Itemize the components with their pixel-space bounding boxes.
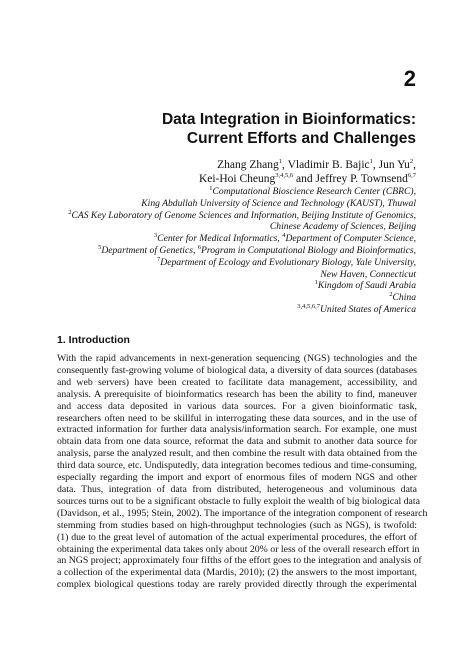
author-name: Vladimir B. Bajic (287, 159, 370, 171)
affiliation-marker: 2 (389, 290, 393, 298)
section-body (57, 353, 428, 591)
affiliation-marker: 1 (314, 279, 318, 287)
affiliation-marker: 1 (209, 184, 213, 192)
body-line: and access data deposited in various data sources. For a given bioinformatic task, (57, 400, 417, 412)
body-line: analysis, parse the analyzed result, and then combine the result with data obtained from the (57, 448, 417, 460)
affiliation-marker: 3,4,5,6,7 (297, 302, 320, 310)
body-line: data. Thus, integration of data from distributed, heterogeneous and voluminous data (57, 483, 417, 495)
affiliation-line (16, 304, 416, 316)
affiliation-line (16, 233, 416, 245)
author-affiliation-marker: 1 (278, 158, 283, 166)
affiliation-line (16, 257, 416, 269)
author-affiliation-marker: 2 (409, 158, 414, 166)
affiliation-line (16, 186, 416, 198)
author-line-2 (36, 172, 416, 186)
affiliation-line (16, 292, 416, 304)
affiliation-text: Center for Medical Informatics, (157, 233, 283, 245)
affiliation-text: Department of Computer Science, (285, 233, 416, 245)
affiliation-marker: 7 (157, 255, 161, 263)
affiliation-text: Chinese Academy of Sciences, Beijing (269, 221, 416, 233)
affiliation-marker: 2 (68, 208, 72, 216)
author-separator: , (413, 159, 416, 171)
author-name: Kei-Hoi Cheung (198, 173, 276, 185)
affiliation-text: Department of Genetics, (101, 244, 198, 256)
body-line: especially regarding the import and export of enormous files of modern NGS and other (57, 472, 417, 484)
chapter-title (56, 110, 416, 148)
author-separator: , (282, 159, 288, 171)
author-separator: , (372, 159, 379, 171)
body-line: extracted information for further data analysis/information search. For example, one must (57, 424, 417, 436)
affiliation-text: New Haven, Connecticut (320, 268, 416, 280)
body-line: obtaining the experimental data takes only about 20% or less of the overall research effort in (57, 543, 420, 555)
body-line: researchers often need to be skillful in interrogating these data sources, and in the use of (57, 412, 417, 424)
affiliation-marker: 3 (153, 232, 158, 239)
affiliation-line (16, 221, 416, 233)
body-line: stemming from studies based on high-throughput technologies (such as NGS), is twofold: (57, 519, 417, 531)
chapter-title-line-1: Data Integration in Bioinformatics: (161, 111, 416, 128)
affiliation-text: Program in Computational Biology and Bioinformatics, (201, 244, 416, 256)
affiliation-line (16, 280, 416, 292)
affiliation-text: United States of America (319, 303, 416, 315)
chapter-number: 2 (403, 66, 416, 91)
body-line: third data source, etc. Undisputedly, data integration becomes tedious and time-consuming, (57, 460, 417, 472)
section-heading: 1. Introduction (57, 334, 130, 346)
body-line: (1) due to the great level of automation of the actual experimental procedures, the effort of (57, 531, 417, 543)
affiliation-text: CAS Key Laboratory of Genome Sciences and Information, Beijing Institute of Genomics, (71, 209, 416, 221)
author-list (36, 158, 416, 186)
body-line: and web servers) have been created to facilitate data management, accessibility, and (57, 376, 417, 388)
affiliation-text: Department of Ecology and Evolutionary Biology, Yale University, (160, 256, 416, 268)
body-line: complex biological questions today are rarely provided directly through the experimental (57, 579, 417, 591)
affiliations (16, 186, 416, 316)
affiliation-marker: 5 (98, 243, 102, 251)
author-separator: and (293, 173, 316, 185)
body-line: a collection of the experimental data (Mardis, 2010); (2) the answers to the most important, (57, 567, 417, 579)
body-line: an NGS project; approximately four fifths of the effort goes to the integration and analysis of (57, 555, 422, 567)
author-affiliation-marker: 6,7 (407, 172, 416, 180)
body-line: sources turns out to be a significant obstacle to fully exploit the wealth of big biological data (57, 495, 420, 507)
body-line: (Davidson, et al., 1995; Stein, 2002). The importance of the integration component of research (57, 507, 428, 519)
affiliation-line (16, 198, 416, 210)
affiliation-text: China (392, 292, 416, 304)
author-name: Jun Yu (378, 159, 410, 171)
affiliation-line (16, 269, 416, 281)
body-line: obtain data from one data source, reformat the data and submit to another data source for (57, 436, 417, 448)
chapter-title-line-2: Current Efforts and Challenges (186, 130, 416, 147)
author-name: Zhang Zhang (217, 159, 279, 171)
affiliation-marker: 4 (282, 232, 286, 239)
affiliation-line (16, 245, 416, 257)
body-line: With the rapid advancements in next-generation sequencing (NGS) technologies and the (57, 353, 417, 364)
affiliation-text: Kingdom of Saudi Arabia (317, 280, 416, 292)
affiliation-text: Computational Bioscience Research Center (CBRC), (212, 186, 416, 197)
affiliation-line (16, 210, 416, 222)
affiliation-marker: 6 (197, 243, 202, 251)
author-name: Jeffrey P. Townsend (315, 173, 408, 185)
body-line: consequently fast-growing volume of biological data, a diversity of data sources (databases (57, 364, 417, 376)
body-line: analysis. A prerequisite of bioinformatics research has been the ability to find, maneuver (57, 388, 417, 400)
author-affiliation-marker: 1 (369, 158, 373, 166)
author-line-1 (36, 158, 416, 172)
affiliation-text: King Abdullah University of Science and Technology (KAUST), Thuwal (141, 197, 416, 209)
author-affiliation-marker: 3,4,5,6 (275, 172, 294, 180)
